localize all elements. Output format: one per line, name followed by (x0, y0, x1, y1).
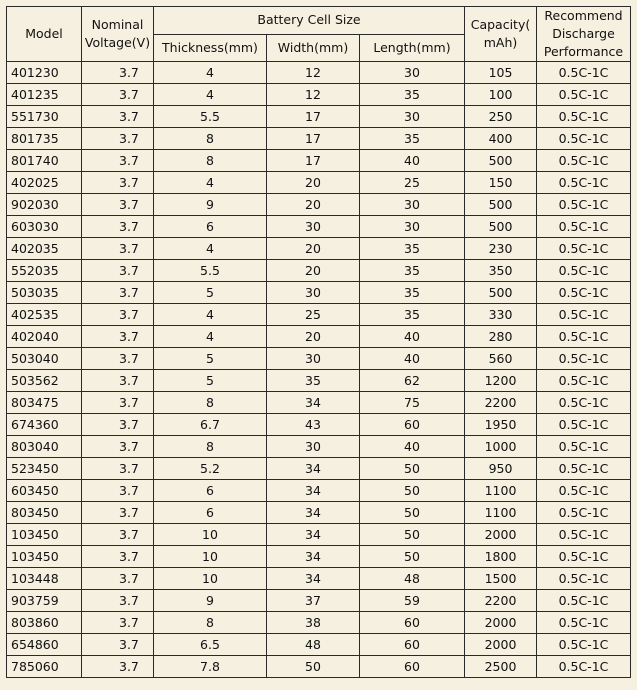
thickness-cell: 4 (154, 238, 267, 260)
thickness-cell: 4 (154, 62, 267, 84)
table-row (7, 524, 631, 546)
discharge-cell: 0.5C-1C (537, 216, 631, 238)
discharge-cell: 0.5C-1C (537, 84, 631, 106)
discharge-cell: 0.5C-1C (537, 502, 631, 524)
length-cell: 40 (360, 150, 465, 172)
width-cell: 34 (267, 524, 360, 546)
model-cell: 551730 (7, 106, 82, 128)
length-cell: 40 (360, 326, 465, 348)
voltage-cell: 3.7 (82, 502, 154, 524)
discharge-cell: 0.5C-1C (537, 590, 631, 612)
voltage-cell: 3.7 (82, 216, 154, 238)
capacity-cell: 330 (465, 304, 537, 326)
capacity-cell: 1200 (465, 370, 537, 392)
voltage-cell: 3.7 (82, 282, 154, 304)
length-cell: 30 (360, 216, 465, 238)
width-cell: 38 (267, 612, 360, 634)
thickness-cell: 6 (154, 502, 267, 524)
thickness-cell: 6.7 (154, 414, 267, 436)
capacity-cell: 2000 (465, 612, 537, 634)
discharge-cell: 0.5C-1C (537, 62, 631, 84)
width-cell: 20 (267, 326, 360, 348)
capacity-cell: 105 (465, 62, 537, 84)
model-cell: 523450 (7, 458, 82, 480)
table-row (7, 502, 631, 524)
capacity-cell: 230 (465, 238, 537, 260)
table-row (7, 612, 631, 634)
voltage-cell: 3.7 (82, 546, 154, 568)
discharge-cell: 0.5C-1C (537, 128, 631, 150)
model-cell: 803860 (7, 612, 82, 634)
model-cell: 603030 (7, 216, 82, 238)
thickness-cell: 9 (154, 194, 267, 216)
voltage-cell: 3.7 (82, 480, 154, 502)
table-row (7, 590, 631, 612)
header-thickness: Thickness(mm) (154, 34, 267, 62)
model-cell: 803040 (7, 436, 82, 458)
voltage-cell: 3.7 (82, 150, 154, 172)
capacity-cell: 1800 (465, 546, 537, 568)
length-cell: 35 (360, 282, 465, 304)
table-row (7, 304, 631, 326)
voltage-cell: 3.7 (82, 128, 154, 150)
width-cell: 12 (267, 62, 360, 84)
model-cell: 401235 (7, 84, 82, 106)
thickness-cell: 5 (154, 282, 267, 304)
voltage-cell: 3.7 (82, 238, 154, 260)
thickness-cell: 10 (154, 546, 267, 568)
capacity-cell: 350 (465, 260, 537, 282)
length-cell: 35 (360, 238, 465, 260)
voltage-cell: 3.7 (82, 348, 154, 370)
table-row (7, 84, 631, 106)
table-row (7, 370, 631, 392)
width-cell: 34 (267, 546, 360, 568)
header-discharge: Recommend Discharge Performance (537, 7, 631, 62)
model-cell: 103450 (7, 524, 82, 546)
width-cell: 20 (267, 172, 360, 194)
thickness-cell: 5 (154, 370, 267, 392)
header-length: Length(mm) (360, 34, 465, 62)
discharge-cell: 0.5C-1C (537, 612, 631, 634)
thickness-cell: 5.2 (154, 458, 267, 480)
length-cell: 60 (360, 612, 465, 634)
voltage-cell: 3.7 (82, 370, 154, 392)
voltage-cell: 3.7 (82, 260, 154, 282)
model-cell: 402035 (7, 238, 82, 260)
model-cell: 103448 (7, 568, 82, 590)
header-cell-size: Battery Cell Size (154, 7, 465, 35)
voltage-cell: 3.7 (82, 634, 154, 656)
capacity-cell: 560 (465, 348, 537, 370)
thickness-cell: 8 (154, 612, 267, 634)
table-row (7, 216, 631, 238)
discharge-cell: 0.5C-1C (537, 238, 631, 260)
discharge-cell: 0.5C-1C (537, 370, 631, 392)
length-cell: 60 (360, 656, 465, 678)
length-cell: 50 (360, 502, 465, 524)
discharge-cell: 0.5C-1C (537, 150, 631, 172)
table-row (7, 128, 631, 150)
capacity-cell: 500 (465, 194, 537, 216)
capacity-cell: 2000 (465, 524, 537, 546)
table-row (7, 436, 631, 458)
length-cell: 30 (360, 106, 465, 128)
voltage-cell: 3.7 (82, 656, 154, 678)
width-cell: 48 (267, 634, 360, 656)
model-cell: 803450 (7, 502, 82, 524)
header-width: Width(mm) (267, 34, 360, 62)
header-voltage: Nominal Voltage(V) (82, 7, 154, 62)
table-row (7, 106, 631, 128)
discharge-cell: 0.5C-1C (537, 392, 631, 414)
discharge-cell: 0.5C-1C (537, 304, 631, 326)
discharge-cell: 0.5C-1C (537, 326, 631, 348)
voltage-cell: 3.7 (82, 392, 154, 414)
discharge-cell: 0.5C-1C (537, 634, 631, 656)
model-cell: 785060 (7, 656, 82, 678)
voltage-cell: 3.7 (82, 524, 154, 546)
discharge-cell: 0.5C-1C (537, 458, 631, 480)
width-cell: 30 (267, 436, 360, 458)
width-cell: 20 (267, 238, 360, 260)
length-cell: 59 (360, 590, 465, 612)
table-row (7, 348, 631, 370)
capacity-cell: 2200 (465, 590, 537, 612)
voltage-cell: 3.7 (82, 436, 154, 458)
model-cell: 503035 (7, 282, 82, 304)
model-cell: 801740 (7, 150, 82, 172)
width-cell: 17 (267, 128, 360, 150)
width-cell: 17 (267, 106, 360, 128)
table-row (7, 392, 631, 414)
capacity-cell: 1000 (465, 436, 537, 458)
thickness-cell: 4 (154, 172, 267, 194)
discharge-cell: 0.5C-1C (537, 568, 631, 590)
thickness-cell: 5.5 (154, 260, 267, 282)
model-cell: 552035 (7, 260, 82, 282)
table-row (7, 172, 631, 194)
table-row (7, 480, 631, 502)
width-cell: 20 (267, 194, 360, 216)
discharge-cell: 0.5C-1C (537, 656, 631, 678)
length-cell: 35 (360, 260, 465, 282)
table-header (7, 7, 631, 62)
table-row (7, 282, 631, 304)
width-cell: 17 (267, 150, 360, 172)
length-cell: 35 (360, 128, 465, 150)
voltage-cell: 3.7 (82, 458, 154, 480)
capacity-cell: 150 (465, 172, 537, 194)
capacity-cell: 500 (465, 150, 537, 172)
width-cell: 50 (267, 656, 360, 678)
voltage-cell: 3.7 (82, 62, 154, 84)
discharge-cell: 0.5C-1C (537, 106, 631, 128)
discharge-cell: 0.5C-1C (537, 524, 631, 546)
length-cell: 50 (360, 480, 465, 502)
voltage-cell: 3.7 (82, 568, 154, 590)
voltage-cell: 3.7 (82, 590, 154, 612)
discharge-cell: 0.5C-1C (537, 480, 631, 502)
thickness-cell: 4 (154, 326, 267, 348)
voltage-cell: 3.7 (82, 326, 154, 348)
model-cell: 674360 (7, 414, 82, 436)
capacity-cell: 250 (465, 106, 537, 128)
length-cell: 60 (360, 634, 465, 656)
length-cell: 75 (360, 392, 465, 414)
length-cell: 50 (360, 458, 465, 480)
battery-spec-table (6, 6, 631, 678)
table-row (7, 326, 631, 348)
length-cell: 25 (360, 172, 465, 194)
table-row (7, 62, 631, 84)
discharge-cell: 0.5C-1C (537, 546, 631, 568)
length-cell: 35 (360, 84, 465, 106)
voltage-cell: 3.7 (82, 414, 154, 436)
model-cell: 603450 (7, 480, 82, 502)
thickness-cell: 8 (154, 392, 267, 414)
voltage-cell: 3.7 (82, 612, 154, 634)
model-cell: 503040 (7, 348, 82, 370)
table-row (7, 568, 631, 590)
discharge-cell: 0.5C-1C (537, 194, 631, 216)
capacity-cell: 1950 (465, 414, 537, 436)
model-cell: 402040 (7, 326, 82, 348)
thickness-cell: 5.5 (154, 106, 267, 128)
capacity-cell: 1100 (465, 480, 537, 502)
width-cell: 43 (267, 414, 360, 436)
width-cell: 34 (267, 568, 360, 590)
width-cell: 20 (267, 260, 360, 282)
discharge-cell: 0.5C-1C (537, 172, 631, 194)
thickness-cell: 4 (154, 304, 267, 326)
width-cell: 37 (267, 590, 360, 612)
thickness-cell: 8 (154, 436, 267, 458)
width-cell: 34 (267, 392, 360, 414)
table-row (7, 458, 631, 480)
voltage-cell: 3.7 (82, 194, 154, 216)
length-cell: 35 (360, 304, 465, 326)
length-cell: 48 (360, 568, 465, 590)
capacity-cell: 500 (465, 216, 537, 238)
voltage-cell: 3.7 (82, 304, 154, 326)
width-cell: 35 (267, 370, 360, 392)
thickness-cell: 5 (154, 348, 267, 370)
capacity-cell: 2000 (465, 634, 537, 656)
voltage-cell: 3.7 (82, 84, 154, 106)
length-cell: 30 (360, 194, 465, 216)
model-cell: 402025 (7, 172, 82, 194)
model-cell: 803475 (7, 392, 82, 414)
header-capacity: Capacity( mAh) (465, 7, 537, 62)
thickness-cell: 9 (154, 590, 267, 612)
thickness-cell: 8 (154, 150, 267, 172)
table-row (7, 546, 631, 568)
table-row (7, 260, 631, 282)
length-cell: 62 (360, 370, 465, 392)
model-cell: 902030 (7, 194, 82, 216)
width-cell: 34 (267, 502, 360, 524)
length-cell: 40 (360, 436, 465, 458)
table-row (7, 194, 631, 216)
thickness-cell: 7.8 (154, 656, 267, 678)
capacity-cell: 1500 (465, 568, 537, 590)
battery-spec-table-container (6, 6, 631, 678)
length-cell: 50 (360, 524, 465, 546)
capacity-cell: 100 (465, 84, 537, 106)
length-cell: 50 (360, 546, 465, 568)
length-cell: 30 (360, 62, 465, 84)
model-cell: 401230 (7, 62, 82, 84)
capacity-cell: 1100 (465, 502, 537, 524)
model-cell: 503562 (7, 370, 82, 392)
thickness-cell: 6 (154, 480, 267, 502)
table-row (7, 634, 631, 656)
thickness-cell: 4 (154, 84, 267, 106)
thickness-cell: 10 (154, 524, 267, 546)
table-row (7, 656, 631, 678)
capacity-cell: 500 (465, 282, 537, 304)
table-body (7, 62, 631, 678)
capacity-cell: 280 (465, 326, 537, 348)
discharge-cell: 0.5C-1C (537, 348, 631, 370)
thickness-cell: 6.5 (154, 634, 267, 656)
voltage-cell: 3.7 (82, 106, 154, 128)
capacity-cell: 2500 (465, 656, 537, 678)
discharge-cell: 0.5C-1C (537, 260, 631, 282)
capacity-cell: 400 (465, 128, 537, 150)
table-row (7, 238, 631, 260)
model-cell: 402535 (7, 304, 82, 326)
thickness-cell: 6 (154, 216, 267, 238)
width-cell: 34 (267, 480, 360, 502)
table-row (7, 414, 631, 436)
voltage-cell: 3.7 (82, 172, 154, 194)
table-row (7, 150, 631, 172)
length-cell: 40 (360, 348, 465, 370)
discharge-cell: 0.5C-1C (537, 436, 631, 458)
width-cell: 30 (267, 282, 360, 304)
width-cell: 30 (267, 216, 360, 238)
model-cell: 801735 (7, 128, 82, 150)
model-cell: 103450 (7, 546, 82, 568)
length-cell: 60 (360, 414, 465, 436)
width-cell: 30 (267, 348, 360, 370)
thickness-cell: 8 (154, 128, 267, 150)
discharge-cell: 0.5C-1C (537, 414, 631, 436)
model-cell: 903759 (7, 590, 82, 612)
model-cell: 654860 (7, 634, 82, 656)
capacity-cell: 2200 (465, 392, 537, 414)
capacity-cell: 950 (465, 458, 537, 480)
width-cell: 34 (267, 458, 360, 480)
header-model: Model (7, 7, 82, 62)
width-cell: 12 (267, 84, 360, 106)
discharge-cell: 0.5C-1C (537, 282, 631, 304)
thickness-cell: 10 (154, 568, 267, 590)
width-cell: 25 (267, 304, 360, 326)
